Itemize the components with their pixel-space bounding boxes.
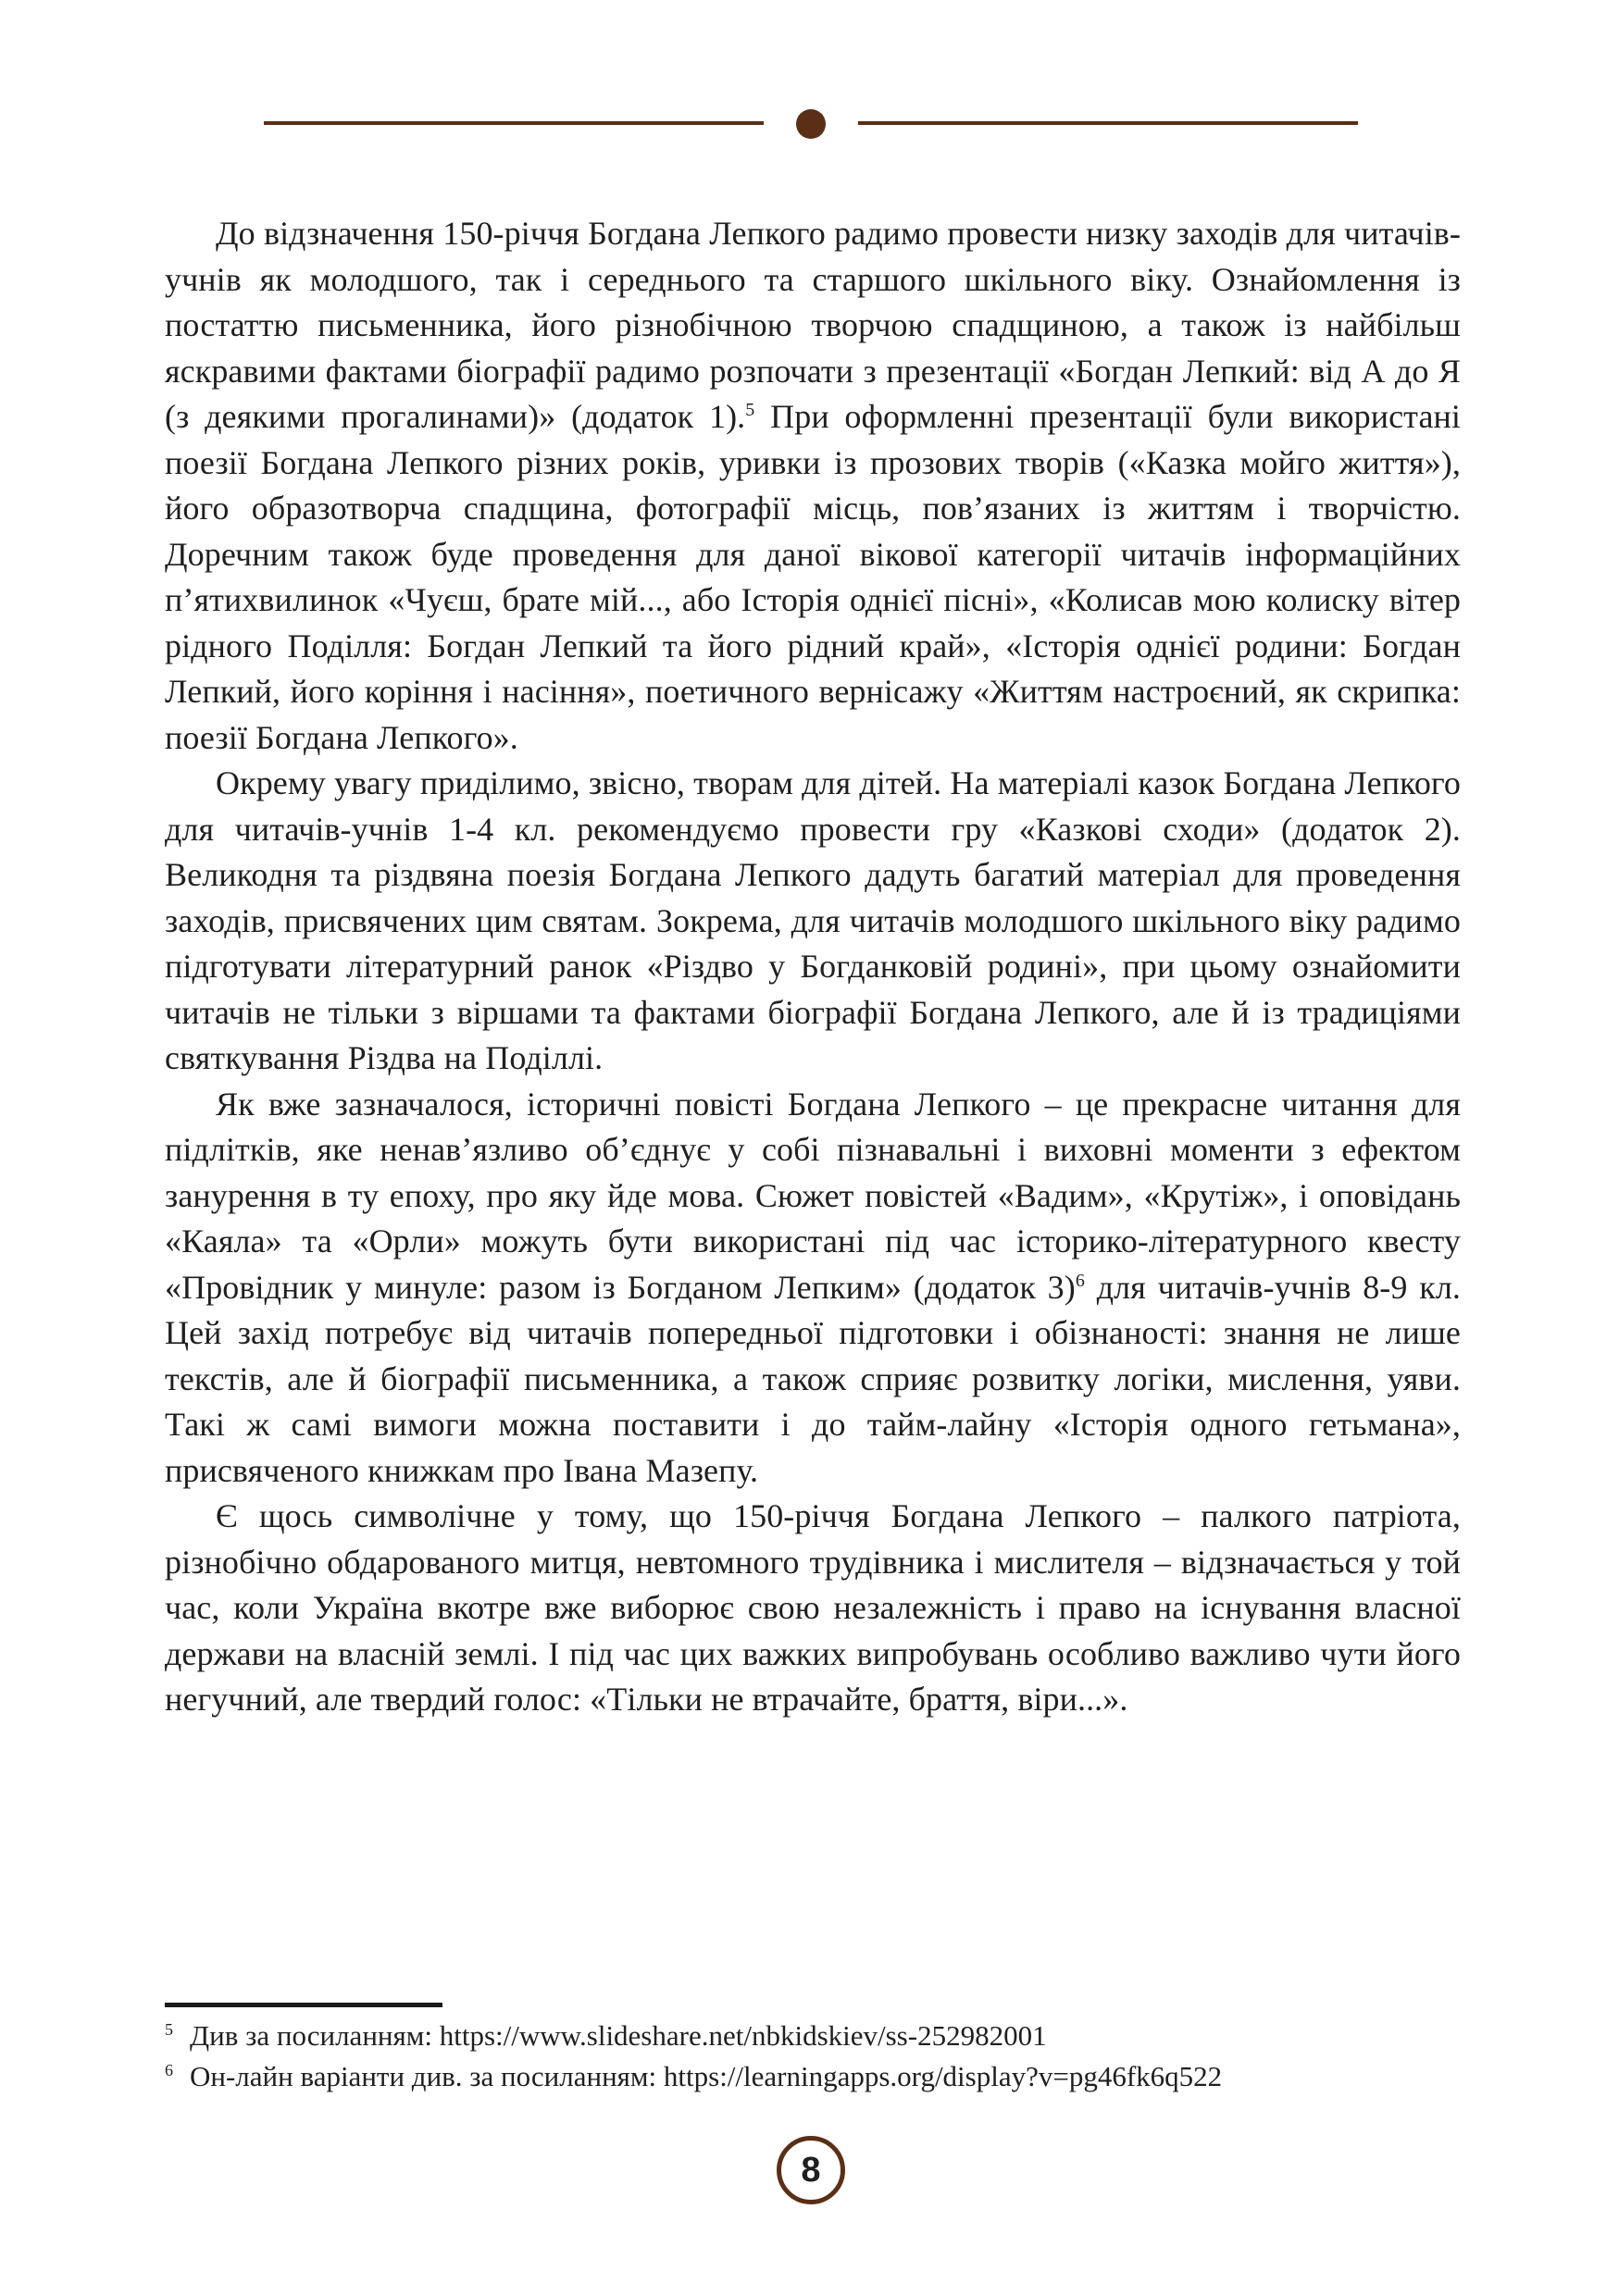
header-ornament xyxy=(264,109,1358,137)
footnote-text[interactable]: Он-лайн варіанти див. за посиланням: https://learningapps.org/display?v=pg46fk6q522 xyxy=(190,2060,1223,2092)
footnote-text[interactable]: Див за посиланням: https://www.slideshare.net/nbkidskiev/ss-252982001 xyxy=(190,2019,1047,2052)
paragraph-2: Окрему увагу приділимо, звісно, творам для дітей. На матеріалі казок Богдана Лепкого для читачів-учнів 1-4 кл. рекомендуємо провести гру «Казкові сходи» (додаток 2). Великодня та різдвяна поезія Богдана Лепкого дадуть багатий матеріал для проведення заходів, присвячених цим святам. Зокрема, для читачів молодшого шкільного віку радимо підготувати літературний ранок «Різдво у Богданковій родині», при цьому ознайомити читачів не тільки з віршами та фактами біографії Богдана Лепкого, але й із традиціями святкування Різдва на Поділлі. xyxy=(165,764,1461,1076)
footnotes xyxy=(165,2016,1461,2097)
footnote-separator xyxy=(165,2003,442,2007)
body-text xyxy=(165,211,1461,1723)
ornament-line-left xyxy=(264,121,764,125)
footnote-5 xyxy=(165,2016,1461,2056)
ornament-dot-icon xyxy=(796,109,826,139)
footnote-number: 5 xyxy=(165,2019,173,2039)
paragraph-1: До відзначення 150-річчя Богдана Лепкого радимо провести низку заходів для читачів-учнів як молодшого, так і середнього та старшого шкільного віку. Ознайомлення із постаттю письменника, його різнобічною творчою спадщиною, а також із найбільш яскравими фактами біографії радимо розпочати з презентації «Богдан Лепкий: від А до Я (з деякими прогалинами)» (додаток 1).$^5$ При оформленні презентації були використані поезії Богдана Лепкого різних років, уривки із прозових творів («Казка мойго життя»), його образотворча спадщина, фотографії місць, пов’язаних із життям і творчістю. Доречним також буде проведення для даної вікової категорії читачів інформаційних п’ятихвилинок «Чуєш, брате мій..., або Історія однієї пісні», «Колисав мою колиску вітер рідного Поділля: Богдан Лепкий та його рідний край», «Історія однієї родини: Богдан Лепкий, його коріння і насіння», поетичного вернісажу «Життям настроєний, як скрипка: поезії Богдана Лепкого». xyxy=(165,215,1462,756)
footnote-6 xyxy=(165,2056,1461,2097)
paragraph-3: Як вже зазначалося, історичні повісті Богдана Лепкого – це прекрасне читання для підлітків, яке ненав’язливо об’єднує у собі пізнавальні і виховні моменти з ефектом занурення в ту епоху, про яку йде мова. Сюжет повістей «Вадим», «Крутіж», і оповідань «Каяла» та «Орли» можуть бути використані під час історико-літературного квесту «Провідник у минуле: разом із Богданом Лепким» (додаток 3)$^6$ для читачів-учнів 8-9 кл. Цей захід потребує від читачів попередньої підготовки і обізнаності: знання не лише текстів, але й біографії письменника, а також сприяє розвитку логіки, мислення, уяви. Такі ж самі вимоги можна поставити і до тайм-лайну «Історія одного гетьмана», присвяченого книжкам про Івана Мазепу. xyxy=(165,1085,1461,1489)
page-number: 8 xyxy=(777,2136,845,2204)
footnote-number: 6 xyxy=(165,2060,173,2079)
footnote-ref-5[interactable]: 5 xyxy=(745,400,755,420)
paragraph-4: Є щось символічне у тому, що 150-річчя Богдана Лепкого – палкого патріота, різнобічно обдарованого митця, невтомного трудівника і мислителя – відзначається у той час, коли Україна вкотре вже виборює свою незалежність і право на існування власної держави на власній землі. І під час цих важких випробувань особливо важливо чути його негучний, але твердий голос: «Тільки не втрачайте, браття, віри...». xyxy=(165,1497,1461,1718)
footnote-ref-6[interactable]: 6 xyxy=(1075,1270,1085,1291)
ornament-line-right xyxy=(858,121,1358,125)
